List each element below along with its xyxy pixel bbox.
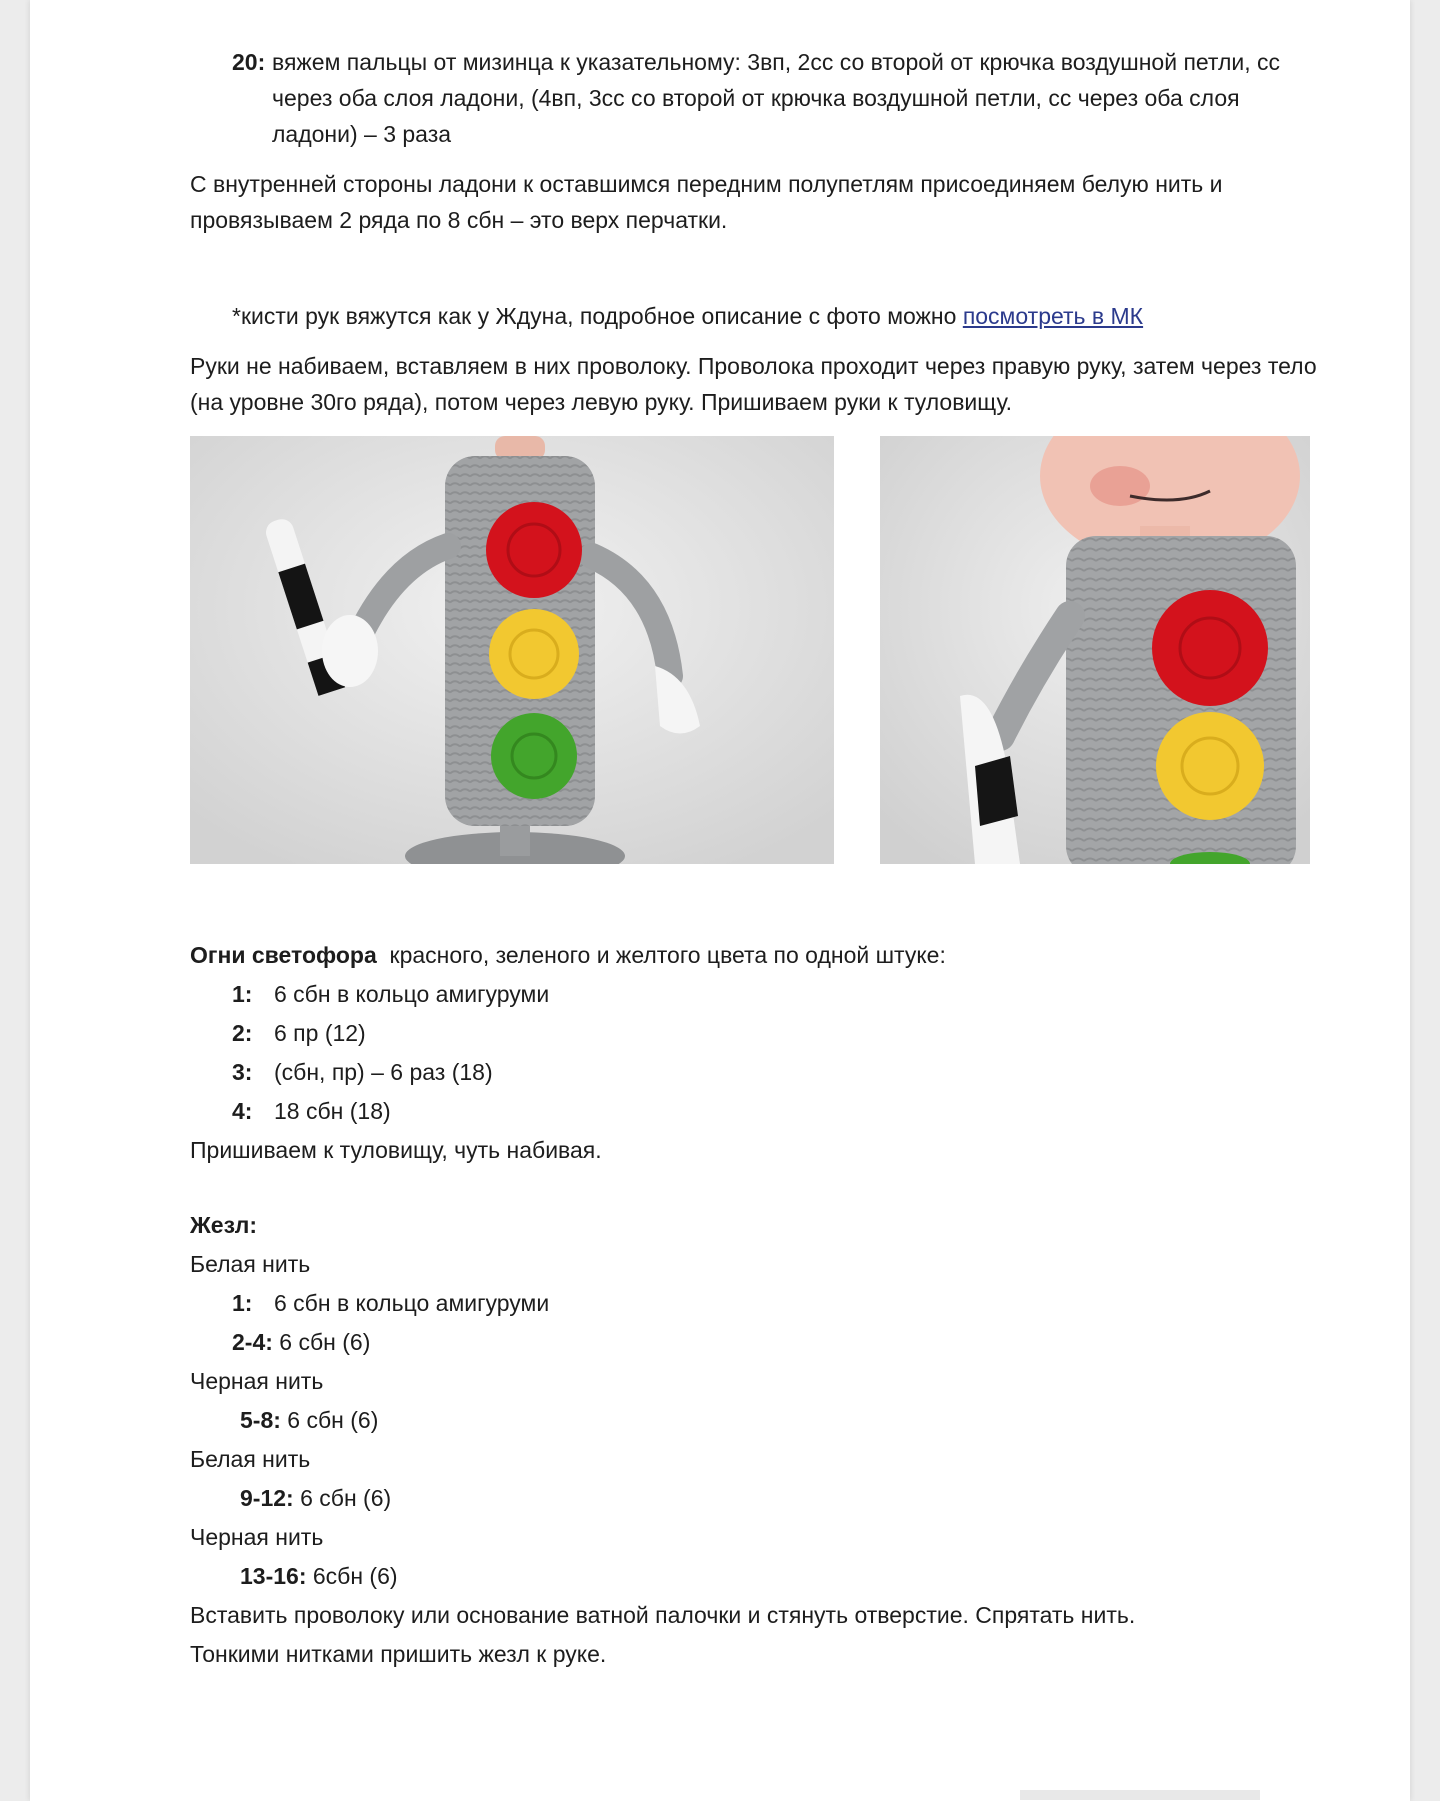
lights-section bbox=[190, 936, 1330, 1170]
wand-row-text: 6сбн (6) bbox=[306, 1563, 398, 1589]
lights-row-number: 1: bbox=[232, 981, 253, 1007]
lights-row-number: 4: bbox=[232, 1098, 253, 1124]
step-20-number: 20: bbox=[232, 49, 266, 75]
lights-row-text: 6 сбн в кольцо амигуруми bbox=[274, 981, 550, 1007]
wand-row-text: 6 сбн (6) bbox=[293, 1485, 392, 1511]
photo-traffic-light-closeup bbox=[880, 436, 1310, 864]
photo-traffic-light-front bbox=[190, 436, 834, 864]
wand-black-yarn-2: Черная нить bbox=[190, 1524, 324, 1550]
wand-section bbox=[190, 1206, 1330, 1674]
lights-row-4 bbox=[190, 1092, 1330, 1131]
lights-title: Огни светофора bbox=[190, 942, 377, 968]
wand-white-yarn-2: Белая нить bbox=[190, 1446, 311, 1472]
wand-row-5-8 bbox=[190, 1401, 1330, 1440]
lights-row-text: 6 пр (12) bbox=[274, 1020, 366, 1046]
wand-closing-1: Вставить проволоку или основание ватной палочки и стянуть отверстие. Спрятать нить. bbox=[190, 1602, 1136, 1628]
wand-closing-2: Тонкими нитками пришить жезл к руке. bbox=[190, 1641, 607, 1667]
lights-row-number: 3: bbox=[232, 1059, 253, 1085]
hands-note bbox=[190, 298, 1330, 334]
wand-row-number: 1: bbox=[232, 1290, 253, 1316]
lights-row-number: 2: bbox=[232, 1020, 253, 1046]
lights-heading bbox=[190, 936, 1330, 975]
wand-black-yarn-1: Черная нить bbox=[190, 1368, 324, 1394]
wand-row-1 bbox=[190, 1284, 1330, 1323]
wand-row-9-12 bbox=[190, 1479, 1330, 1518]
photo-row bbox=[190, 436, 1330, 866]
wand-row-text: 6 сбн (6) bbox=[280, 1407, 379, 1433]
wand-row-number: 9-12: bbox=[240, 1485, 294, 1511]
wand-title: Жезл: bbox=[190, 1212, 257, 1238]
document-content bbox=[190, 44, 1330, 1674]
lights-row-text: (сбн, пр) – 6 раз (18) bbox=[274, 1059, 493, 1085]
wand-white-yarn-1: Белая нить bbox=[190, 1251, 311, 1277]
lights-subtitle: красного, зеленого и желтого цвета по одной штуке: bbox=[376, 942, 946, 968]
glove-paragraph: С внутренней стороны ладони к оставшимся передним полупетлям присоединяем белую нить и провязываем 2 ряда по 8 сбн – это верх перчатки. bbox=[190, 171, 1223, 233]
lights-row-3 bbox=[190, 1053, 1330, 1092]
hands-note-text: *кисти рук вяжутся как у Ждуна, подробное описание с фото можно bbox=[232, 303, 963, 329]
arms-paragraph: Руки не набиваем, вставляем в них проволоку. Проволока проходит через правую руку, затем через тело (на уровне 30го ряда), потом через левую руку. Пришиваем руки к туловищу. bbox=[190, 353, 1317, 415]
wand-row-text: 6 сбн в кольцо амигуруми bbox=[274, 1290, 550, 1316]
lights-row-text: 18 сбн (18) bbox=[274, 1098, 391, 1124]
step-20-text: вяжем пальцы от мизинца к указательному: 3вп, 2сс со второй от крючка воздушной петли, сс через оба слоя ладони, (4вп, 3сс со второй от крючка воздушной петли, сс через оба слоя ладони) – 3 раза bbox=[272, 49, 1281, 147]
document-page bbox=[30, 0, 1410, 1801]
lights-row-1 bbox=[190, 975, 1330, 1014]
lights-closing: Пришиваем к туловищу, чуть набивая. bbox=[190, 1137, 602, 1163]
wand-row-13-16 bbox=[190, 1557, 1330, 1596]
wand-row-2-4 bbox=[190, 1323, 1330, 1362]
wand-row-number: 5-8: bbox=[240, 1407, 281, 1433]
mk-link[interactable]: посмотреть в МК bbox=[962, 303, 1144, 329]
wand-row-number: 2-4: bbox=[232, 1329, 273, 1355]
wand-row-text: 6 сбн (6) bbox=[272, 1329, 371, 1355]
wand-row-number: 13-16: bbox=[240, 1563, 307, 1589]
step-20 bbox=[190, 44, 1330, 152]
footer-fragment bbox=[1020, 1790, 1260, 1800]
lights-row-2 bbox=[190, 1014, 1330, 1053]
